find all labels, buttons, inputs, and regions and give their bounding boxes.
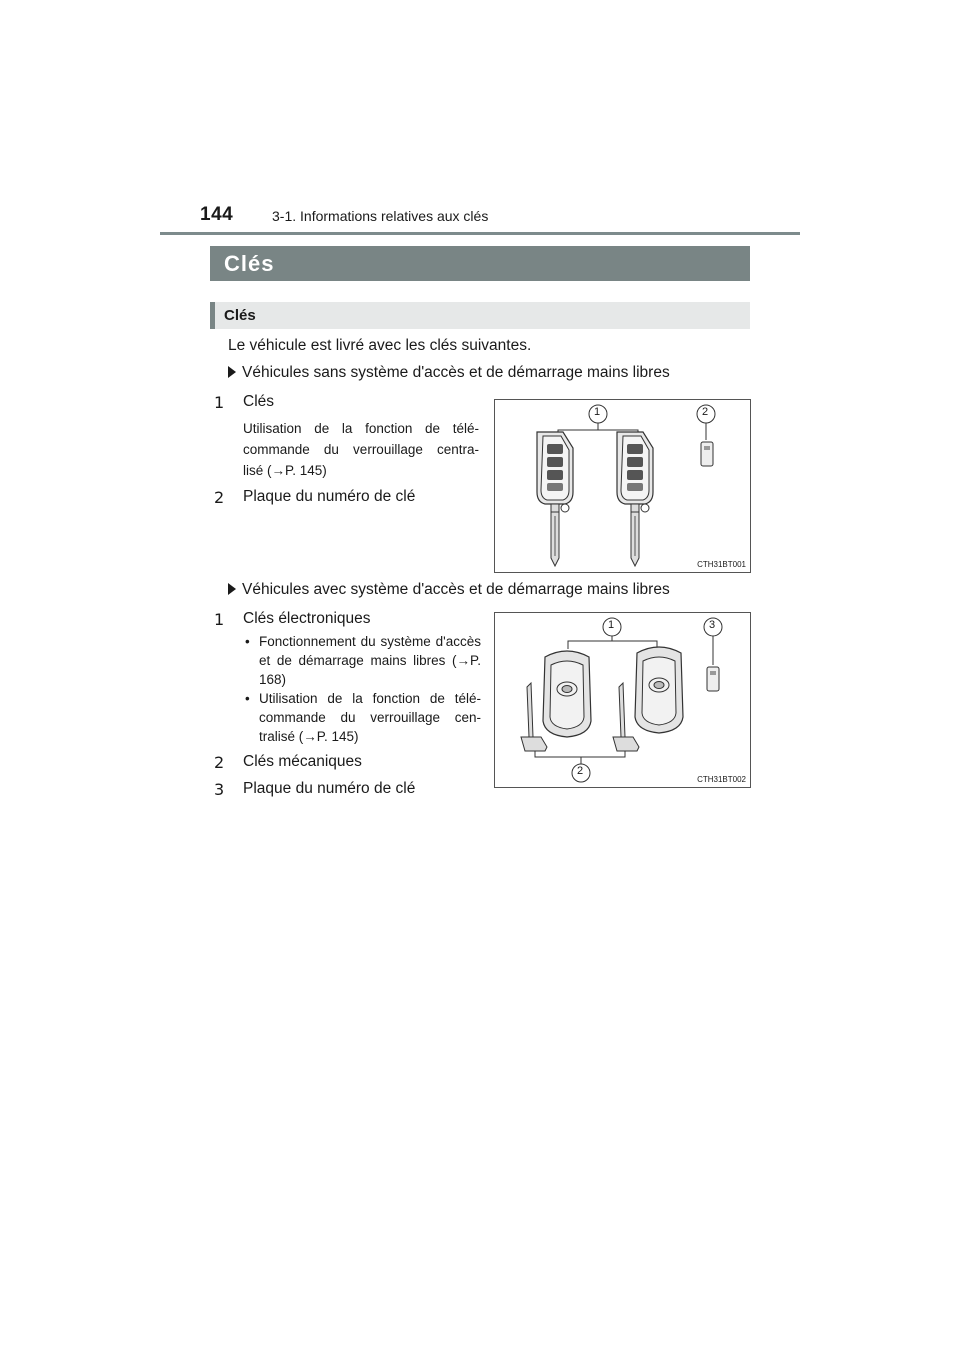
flip-key-icon: [537, 432, 573, 566]
callout-number: 1: [594, 406, 601, 418]
item-number: 2: [214, 753, 225, 772]
item-description: [243, 418, 479, 481]
figure-code: CTH31BT001: [697, 560, 746, 569]
item-label: Plaque du numéro de clé: [243, 488, 416, 505]
list-item: • Fonctionnement du système d'accès et de démarrage mains libres (→P. 168): [243, 632, 481, 689]
key-number-plate-icon: [707, 667, 719, 691]
page-title-bar: [210, 246, 750, 281]
item-number: 1: [214, 393, 225, 412]
list-item: • Utilisation de la fonction de télé-commande du verrouillage cen-tralisé (→P. 145): [243, 689, 481, 746]
figure-keys-smart: [494, 612, 751, 788]
group1-heading: [228, 364, 670, 382]
callout-number: 2: [577, 765, 584, 777]
subheading-bar: [210, 302, 750, 329]
subheading-accent: [210, 302, 215, 329]
figure-code: CTH31BT002: [697, 775, 746, 784]
smart-keys-illustration: [495, 613, 750, 787]
triangle-bullet-icon: [228, 366, 236, 378]
triangle-bullet-icon: [228, 583, 236, 595]
item-sublist: [243, 632, 481, 746]
desc-line: commande du verrouillage centra-: [243, 442, 479, 457]
flip-key-icon: [617, 432, 653, 566]
item-label: Clés électroniques: [243, 610, 371, 627]
page-title: Clés: [224, 251, 275, 276]
section-path: 3-1. Informations relatives aux clés: [272, 208, 489, 224]
item-label: Plaque du numéro de clé: [243, 780, 416, 797]
group2-heading-text: Véhicules avec système d'accès et de démarrage mains libres: [242, 581, 670, 598]
page-number: 144: [200, 204, 234, 225]
item-label: Clés: [243, 393, 275, 410]
keys-illustration: [495, 400, 750, 572]
item-number: 3: [214, 780, 225, 799]
subheading: Clés: [224, 307, 256, 324]
intro-text: Le véhicule est livré avec les clés suivantes.: [228, 337, 532, 354]
group1-heading-text: Véhicules sans système d'accès et de démarrage mains libres: [242, 364, 670, 381]
figure-keys-standard: [494, 399, 751, 573]
group2-heading: [228, 581, 670, 599]
callout-number: 1: [608, 619, 615, 631]
smart-key-icon: [543, 651, 591, 737]
item-number: 1: [214, 610, 225, 629]
desc-line: Utilisation de la fonction de télé-: [243, 421, 479, 436]
smart-key-icon: [635, 647, 683, 733]
key-number-plate-icon: [701, 442, 713, 466]
item-label: Clés mécaniques: [243, 753, 362, 770]
item-number: 2: [214, 488, 225, 507]
callout-number: 3: [709, 619, 716, 631]
desc-line: lisé (→P. 145): [243, 463, 327, 478]
callout-number: 2: [702, 406, 709, 418]
header-divider: [160, 232, 800, 235]
